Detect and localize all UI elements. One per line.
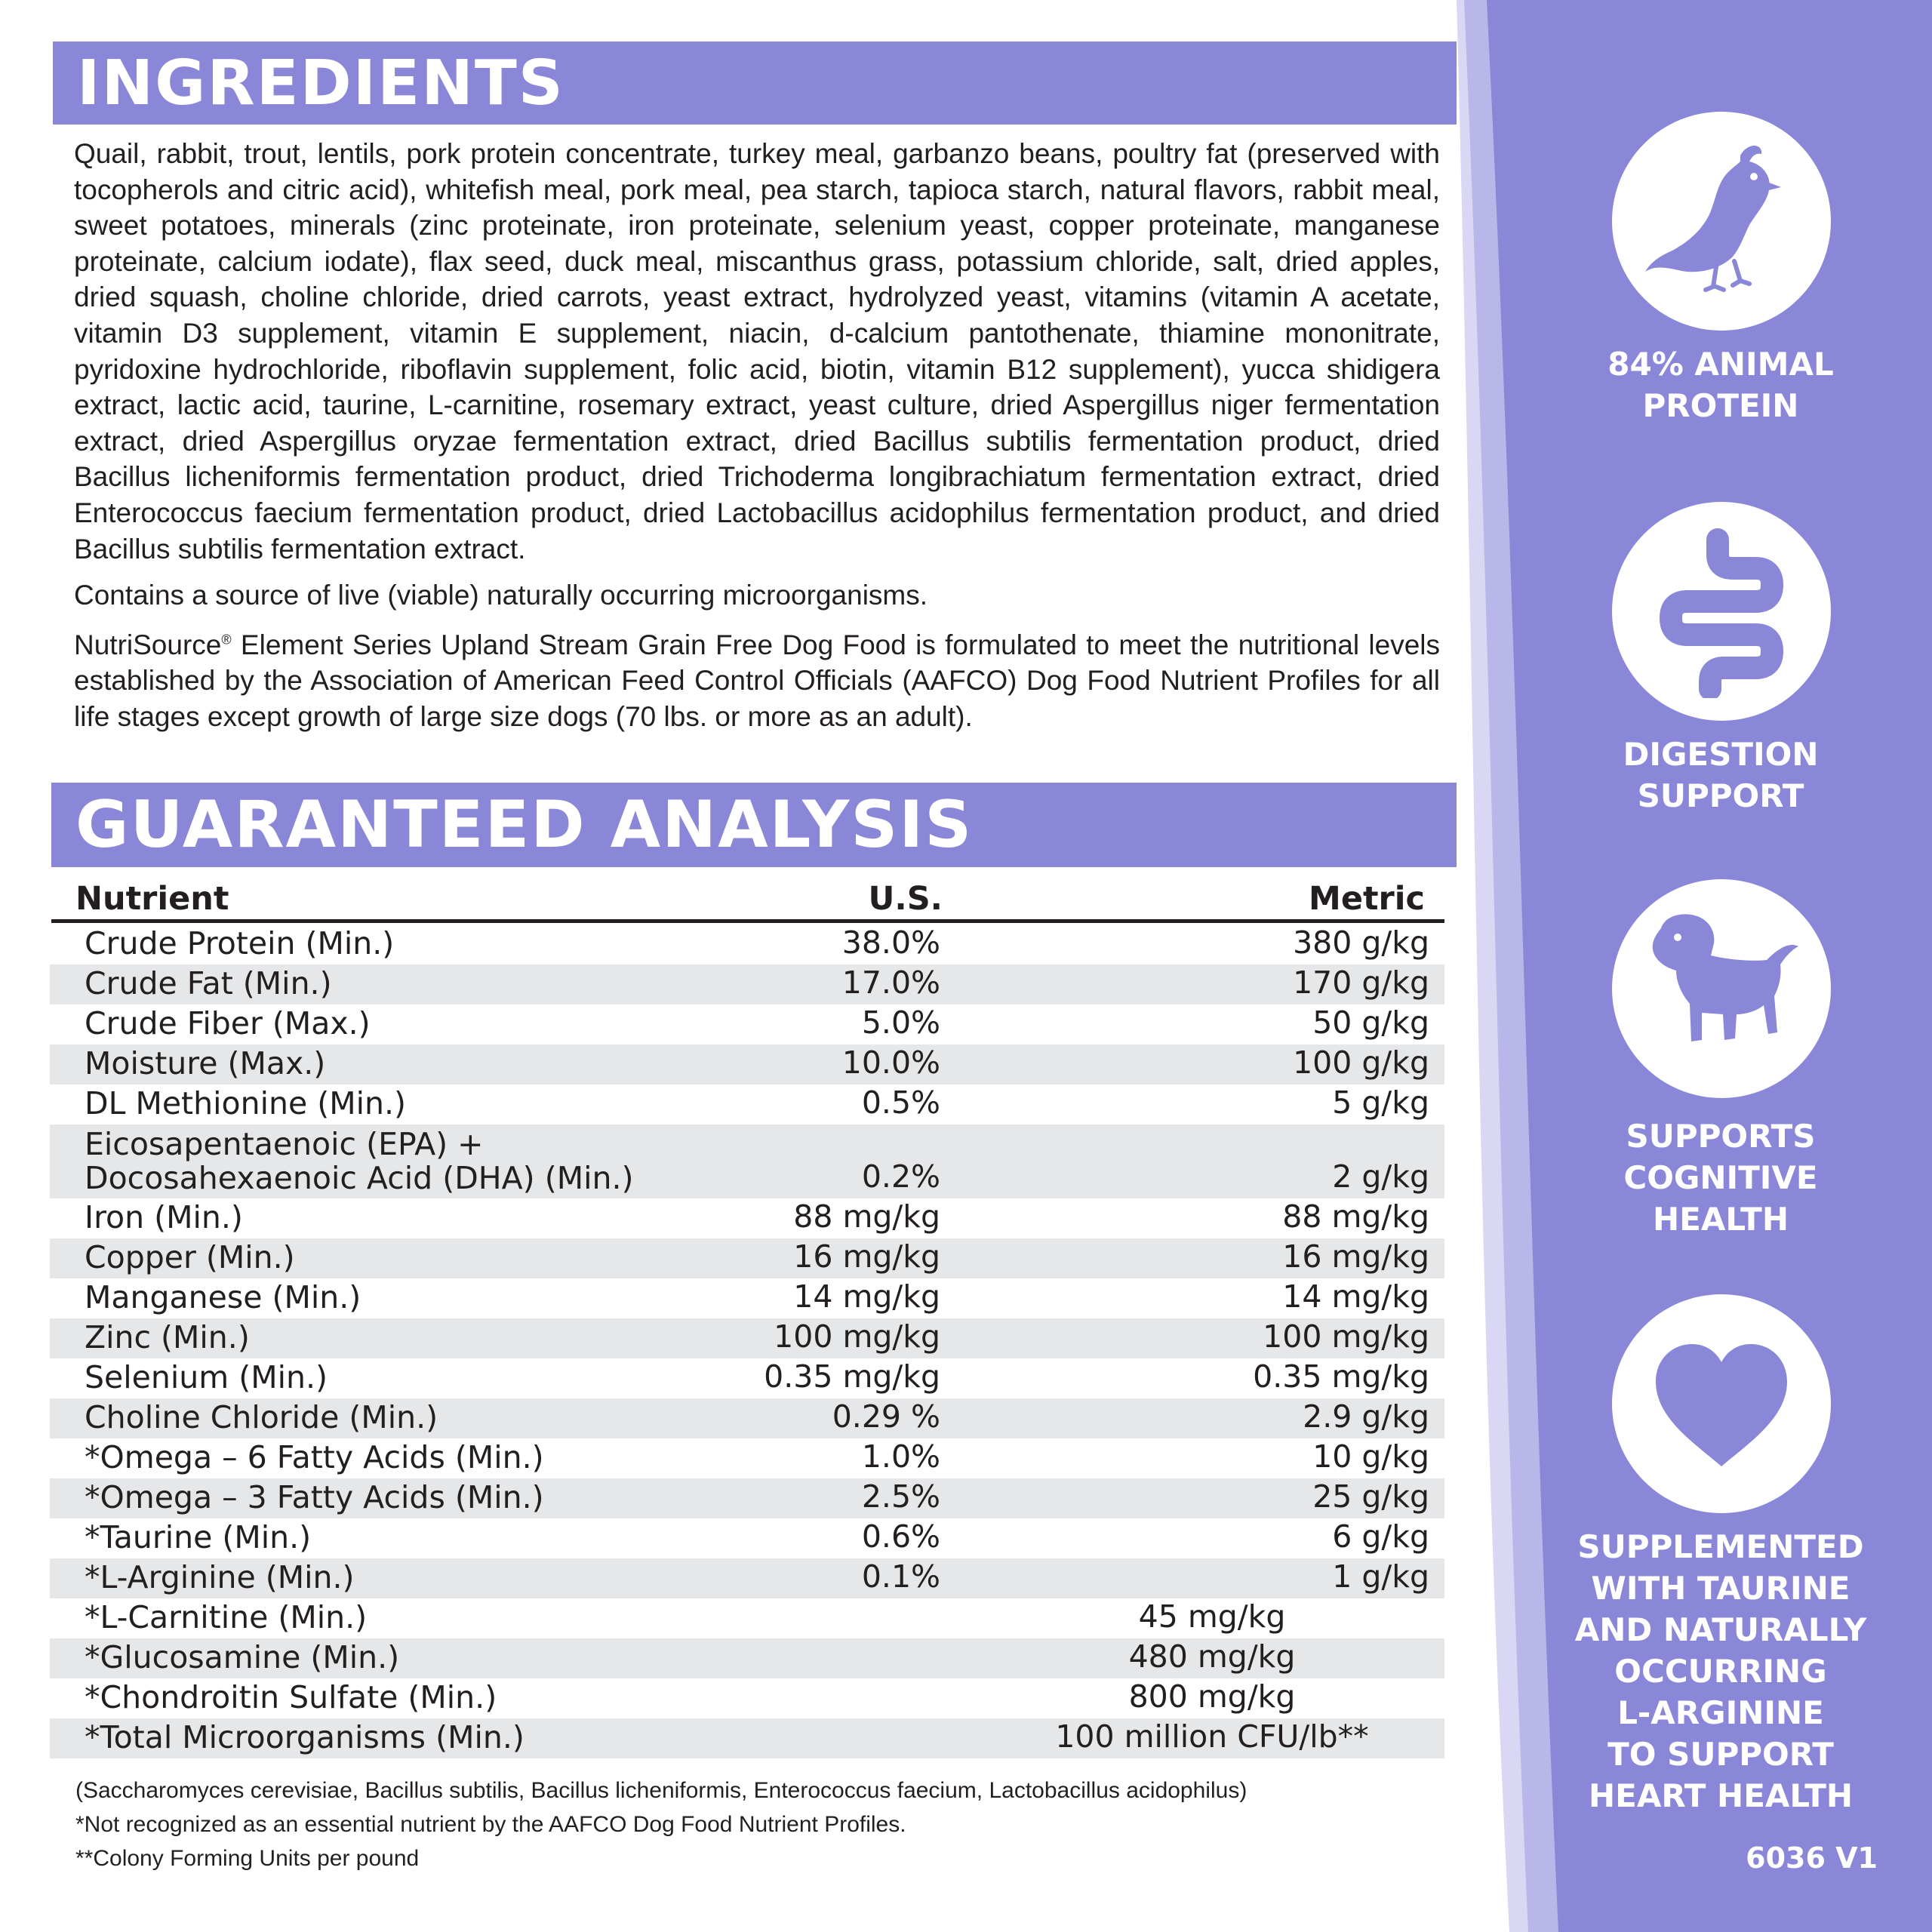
table-row	[50, 1478, 1444, 1518]
metric-value: 380 g/kg	[1293, 924, 1429, 961]
table-row	[50, 1598, 1444, 1638]
us-value: 0.5%	[861, 1084, 940, 1121]
intestine-icon	[1635, 525, 1808, 698]
product-code: 6036 V1	[1746, 1841, 1878, 1875]
table-row	[50, 1678, 1444, 1718]
metric-value: 170 g/kg	[1293, 964, 1429, 1001]
nutrient-name: DL Methionine (Min.)	[85, 1085, 406, 1121]
metric-value: 16 mg/kg	[1282, 1238, 1429, 1275]
nutrient-name: *Chondroitin Sulfate (Min.)	[85, 1679, 497, 1715]
metric-value: 2.9 g/kg	[1303, 1398, 1429, 1435]
analysis-table-header	[51, 879, 1444, 923]
combined-value: 45 mg/kg	[1138, 1598, 1286, 1635]
metric-value: 88 mg/kg	[1282, 1198, 1429, 1235]
aafco-statement	[74, 627, 1440, 735]
benefit-line: TO SUPPORT	[1607, 1736, 1834, 1773]
footnote-not-essential: *Not recognized as an essential nutrient by the AAFCO Dog Food Nutrient Profiles.	[75, 1812, 906, 1837]
metric-value: 1 g/kg	[1332, 1558, 1429, 1595]
us-value: 1.0%	[861, 1438, 940, 1475]
column-nutrient: Nutrient	[75, 880, 229, 918]
ingredients-title: INGREDIENTS	[77, 47, 565, 119]
analysis-title: GUARANTEED ANALYSIS	[75, 787, 974, 863]
benefit-line: 84% ANIMAL	[1607, 346, 1834, 383]
nutrient-name: Crude Protein (Min.)	[85, 925, 395, 961]
column-metric: Metric	[1309, 880, 1425, 918]
table-row	[50, 1718, 1444, 1758]
metric-value: 5 g/kg	[1332, 1084, 1429, 1121]
metric-value: 25 g/kg	[1312, 1478, 1429, 1515]
benefit-line: AND NATURALLY	[1574, 1611, 1867, 1648]
footnote-cfu: **Colony Forming Units per pound	[75, 1846, 420, 1871]
nutrient-name: *L-Arginine (Min.)	[85, 1559, 355, 1595]
us-value: 5.0%	[861, 1004, 940, 1041]
metric-value: 50 g/kg	[1312, 1004, 1429, 1041]
benefit-line: PROTEIN	[1642, 387, 1799, 424]
us-value: 16 mg/kg	[793, 1238, 940, 1275]
nutrient-name: *Glucosamine (Min.)	[85, 1639, 400, 1675]
table-row	[50, 1438, 1444, 1478]
us-value: 38.0%	[841, 924, 940, 961]
us-value: 17.0%	[841, 964, 940, 1001]
us-value: 10.0%	[841, 1044, 940, 1081]
ingredients-list: Quail, rabbit, trout, lentils, pork protein concentrate, turkey meal, garbanzo beans, poultry fat (preserved with tocopherols and citric acid), whitefish meal, pork meal, pea starch, tapioca starch, natural flavors, rabbit meal, sweet potatoes, minerals (zinc proteinate, iron proteinate, selenium yeast, copper proteinate, manganese proteinate, calcium iodate), flax seed, duck meal, miscanthus grass, potassium chloride, salt, dried apples, dried squash, choline chloride, dried carrots, yeast extract, hydrolyzed yeast, vitamins (vitamin A acetate, vitamin D3 supplement, vitamin E supplement, niacin, d-calcium pantothenate, thiamine mononitrate, pyridoxine hydrochloride, riboflavin supplement, folic acid, biotin, vitamin B12 supplement), yucca shidigera extract, lactic acid, taurine, L-carnitine, rosemary extract, yeast culture, dried Aspergillus niger fermentation extract, dried Aspergillus oryzae fermentation extract, dried Bacillus subtilis fermentation product, dried Bacillus licheniformis fermentation product, dried Trichoderma longibrachiatum fermentation extract, dried Enterococcus faecium fermentation product, dried Lactobacillus acidophilus fermentation product, and dried Bacillus subtilis fermentation extract.	[74, 138, 1440, 565]
us-value: 0.2%	[861, 1158, 940, 1195]
nutrient-name: Crude Fat (Min.)	[85, 965, 332, 1001]
ingredients-body	[74, 136, 1440, 735]
aafco-statement-text: Element Series Upland Stream Grain Free Dog Food is formulated to meet the nutritional levels established by the Association of American Feed Control Officials (AAFCO) Dog Food Nutrient Profiles for all life stages except growth of large size dogs (70 lbs. or more as an adult).	[74, 629, 1440, 732]
table-row	[50, 1044, 1444, 1084]
intestine-icon-badge	[1612, 502, 1831, 721]
table-row	[50, 1318, 1444, 1358]
metric-value: 2 g/kg	[1332, 1158, 1429, 1195]
metric-value: 100 mg/kg	[1263, 1318, 1429, 1355]
metric-value: 6 g/kg	[1332, 1518, 1429, 1555]
quail-icon	[1635, 134, 1808, 308]
table-row	[50, 1084, 1444, 1124]
table-row	[50, 1124, 1444, 1198]
benefit-line: HEART HEALTH	[1588, 1777, 1854, 1814]
benefit-line: WITH TAURINE	[1591, 1570, 1850, 1607]
benefit-heart-health	[1540, 1526, 1902, 1817]
registered-mark: ®	[221, 632, 232, 648]
nutrient-name: Selenium (Min.)	[85, 1359, 328, 1395]
benefit-cognitive	[1540, 1115, 1902, 1240]
table-row	[50, 1004, 1444, 1044]
ingredients-header	[53, 42, 1457, 125]
nutrient-name: Crude Fiber (Max.)	[85, 1005, 371, 1041]
nutrient-name: *Omega – 3 Fatty Acids (Min.)	[85, 1479, 544, 1515]
footnotes	[75, 1774, 1247, 1875]
us-value: 0.6%	[861, 1518, 940, 1555]
us-value: 100 mg/kg	[774, 1318, 940, 1355]
nutrient-name: Iron (Min.)	[85, 1199, 243, 1235]
nutrient-name: *L-Carnitine (Min.)	[85, 1599, 368, 1635]
footnote-organisms: (Saccharomyces cerevisiae, Bacillus subtilis, Bacillus licheniformis, Enterococcus faecium, Lactobacillus acidophilus)	[75, 1778, 1247, 1803]
metric-value: 100 g/kg	[1293, 1044, 1429, 1081]
benefit-animal-protein	[1540, 343, 1902, 426]
benefit-line: OCCURRING	[1614, 1653, 1827, 1690]
us-value: 14 mg/kg	[793, 1278, 940, 1315]
nutrient-name	[85, 1128, 633, 1195]
table-row	[50, 1638, 1444, 1678]
table-row	[50, 1558, 1444, 1598]
benefit-line: SUPPORT	[1637, 777, 1804, 814]
nutrient-name: *Omega – 6 Fatty Acids (Min.)	[85, 1439, 544, 1475]
us-value: 0.1%	[861, 1558, 940, 1595]
us-value: 88 mg/kg	[793, 1198, 940, 1235]
combined-value: 480 mg/kg	[1128, 1638, 1296, 1675]
table-row	[50, 1398, 1444, 1438]
nutrient-name-line: Docosahexaenoic Acid (DHA) (Min.)	[85, 1160, 634, 1196]
puppy-icon-badge	[1612, 879, 1831, 1098]
metric-value: 14 mg/kg	[1282, 1278, 1429, 1315]
us-value: 0.35 mg/kg	[764, 1358, 940, 1395]
table-row	[50, 1238, 1444, 1278]
benefit-line: L-ARGININE	[1617, 1694, 1824, 1731]
nutrient-name: Manganese (Min.)	[85, 1279, 361, 1315]
table-row	[50, 1358, 1444, 1398]
nutrient-name: *Total Microorganisms (Min.)	[85, 1719, 525, 1755]
benefit-line: SUPPLEMENTED	[1577, 1528, 1864, 1565]
brand-name: NutriSource	[74, 629, 222, 660]
metric-value: 10 g/kg	[1312, 1438, 1429, 1475]
benefit-line: SUPPORTS	[1626, 1118, 1816, 1155]
table-row	[50, 924, 1444, 964]
nutrient-name: Moisture (Max.)	[85, 1045, 326, 1081]
nutrient-name: *Taurine (Min.)	[85, 1519, 312, 1555]
benefit-digestion	[1540, 734, 1902, 817]
us-value: 0.29 %	[832, 1398, 940, 1435]
nutrient-name: Choline Chloride (Min.)	[85, 1399, 438, 1435]
analysis-table	[50, 924, 1444, 1758]
analysis-header	[51, 783, 1457, 867]
nutrient-name: Copper (Min.)	[85, 1239, 295, 1275]
nutrient-name-line: Eicosapentaenoic (EPA) +	[85, 1126, 484, 1162]
live-microorganisms-note: Contains a source of live (viable) naturally occurring microorganisms.	[74, 580, 928, 611]
table-row	[50, 964, 1444, 1004]
benefit-line: COGNITIVE	[1623, 1159, 1818, 1196]
heart-icon	[1635, 1317, 1808, 1491]
benefit-line: DIGESTION	[1623, 736, 1819, 773]
benefit-line: HEALTH	[1653, 1201, 1789, 1238]
column-us: U.S.	[868, 880, 943, 918]
nutrient-name: Zinc (Min.)	[85, 1319, 250, 1355]
puppy-icon	[1631, 898, 1812, 1079]
metric-value: 0.35 mg/kg	[1253, 1358, 1429, 1395]
benefits-sidebar	[1457, 0, 1932, 1932]
table-row	[50, 1198, 1444, 1238]
table-row	[50, 1278, 1444, 1318]
combined-value: 800 mg/kg	[1128, 1678, 1296, 1715]
heart-icon-badge	[1612, 1294, 1831, 1513]
combined-value: 100 million CFU/lb**	[1055, 1718, 1369, 1755]
us-value: 2.5%	[861, 1478, 940, 1515]
quail-icon-badge	[1612, 112, 1831, 331]
table-row	[50, 1518, 1444, 1558]
